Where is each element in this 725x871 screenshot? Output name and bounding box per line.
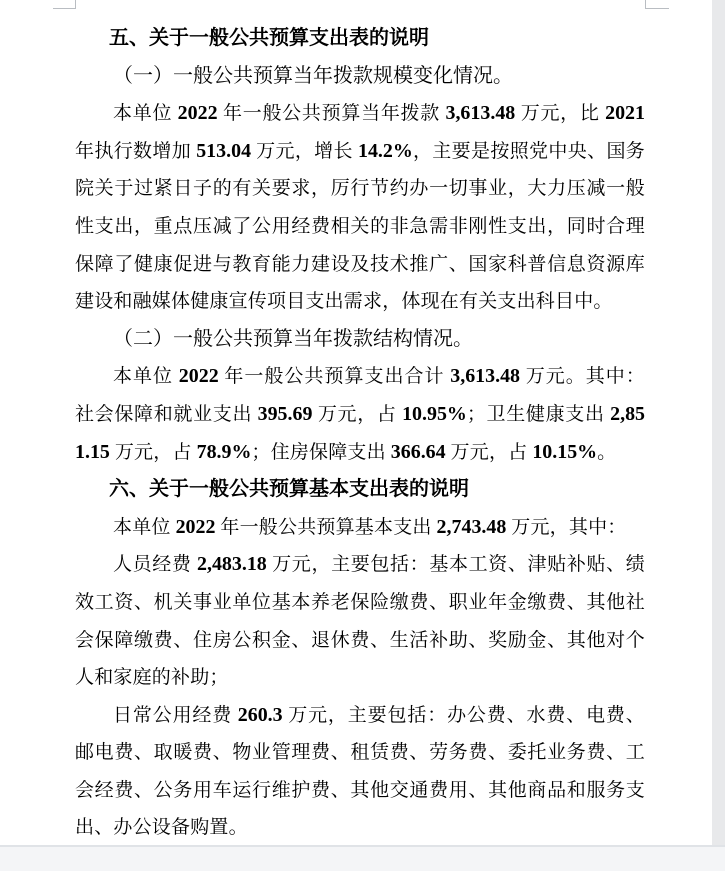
paragraph-personnel-funds: 人员经费 2,483.18 万元，主要包括：基本工资、津贴补贴、绩效工资、机关事业单位基本养老保险缴费、职业年金缴费、其他社会保障缴费、住房公积金、退休费、生活补助、奖励金、其他对个人和家庭的补助； [75, 553, 645, 689]
text-boundary-mark-top-left-icon [53, 0, 76, 9]
paragraph-daily-public-funds: 日常公用经费 260.3 万元，主要包括：办公费、水费、电费、邮电费、取暖费、物业管理费、租赁费、劳务费、委托业务费、工会经费、公务用车运行维护费、其他交通费用、其他商品和服务支出、办公设备购置。 [75, 703, 645, 839]
section-heading-5: 五、关于一般公共预算支出表的说明 [109, 27, 429, 49]
text-boundary-mark-top-right-icon [645, 0, 669, 9]
page-bottom-margin-area [0, 845, 725, 871]
paragraph-basic-expenditure: 本单位 2022 年一般公共预算基本支出 2,743.48 万元，其中： [113, 515, 627, 538]
document-content [75, 20, 645, 845]
subsection-label-1: （一）一般公共预算当年拨款规模变化情况。 [113, 64, 513, 87]
section-heading-6: 六、关于一般公共预算基本支出表的说明 [109, 478, 469, 501]
page-right-margin-area [712, 0, 725, 845]
paragraph-funding-change: 本单位 2022 年一般公共预算当年拨款 3,613.48 万元，比 2021 年执行数增加 513.04 万元，增长 14.2%，主要是按照党中央、国务院关于过紧日子的有关要求，厉行节约办一切事业，大力压减一般性支出，重点压减了公用经费相关的非急需非刚性支出，同时合理保障了健康促进与教育能力建设及技术推广、国家科普信息资源库建设和融媒体健康宣传项目支出需求，体现在有关支出科目中。 [75, 102, 646, 313]
paragraph-funding-structure: 本单位 2022 年一般公共预算支出合计 3,613.48 万元。其中：社会保障和就业支出 395.69 万元，占 10.95%；卫生健康支出 2,851.15 万元，占 78.9%；住房保障支出 366.64 万元，占 10.15%。 [75, 365, 645, 463]
subsection-label-2: （二）一般公共预算当年拨款结构情况。 [113, 327, 473, 350]
